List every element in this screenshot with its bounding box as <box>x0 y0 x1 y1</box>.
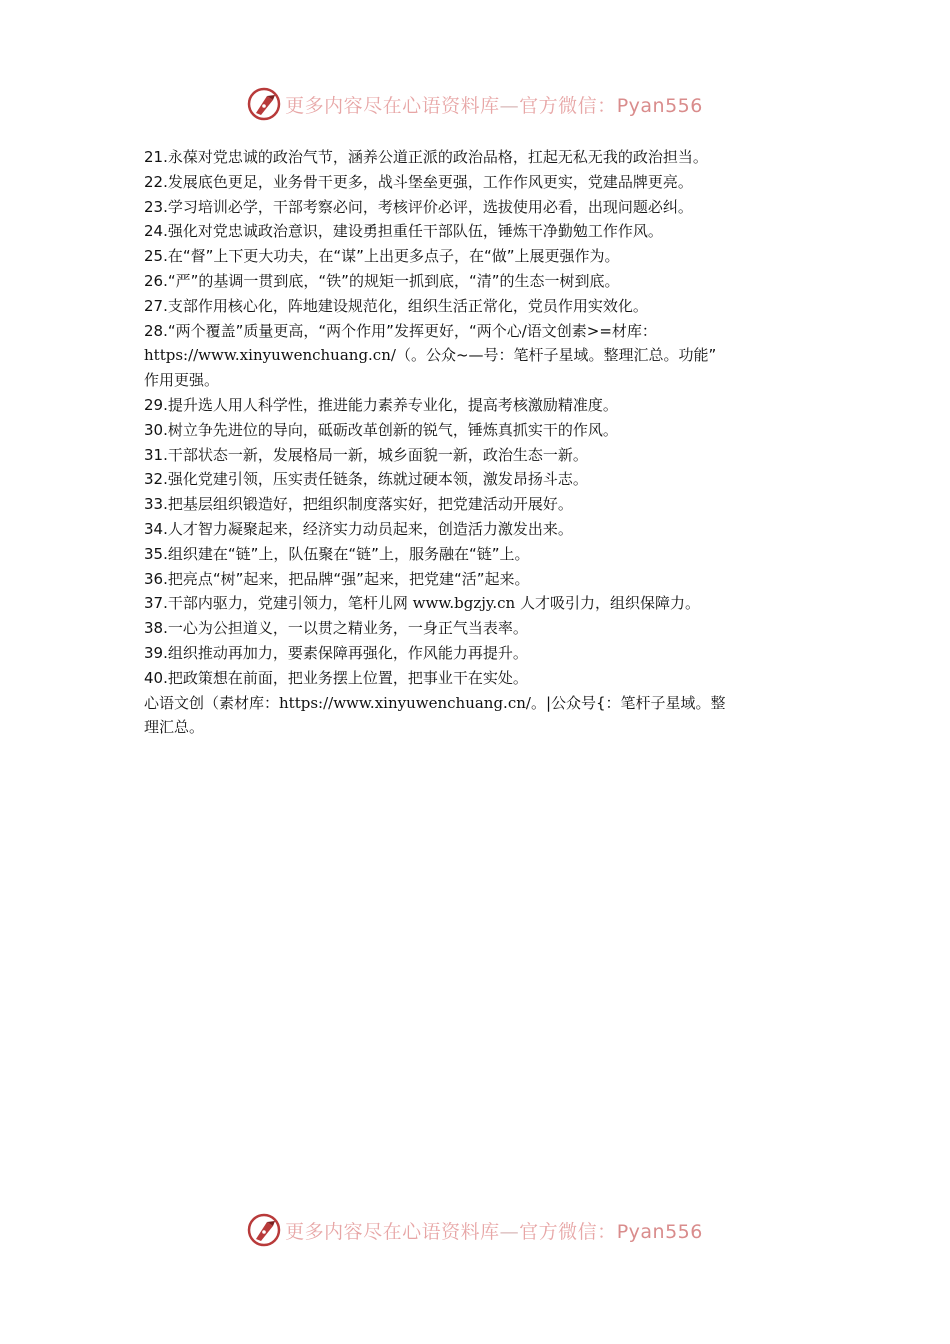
banner-text <box>285 91 703 118</box>
slogan-line: 27.支部作用核心化，阵地建设规范化，组织生活正常化，党员作用实效化。 <box>144 296 648 315</box>
slogan-line: 36.把亮点“树”起来，把品牌“强”起来，把党建“活”起来。 <box>144 569 530 588</box>
footer-banner <box>0 1210 950 1250</box>
banner-dash: — <box>499 94 520 117</box>
pen-nib-logo-icon <box>247 87 281 121</box>
banner-site-name: 更多内容尽在心语资料库 <box>285 1220 500 1243</box>
slogan-line: 29.提升选人用人科学性，推进能力素养专业化，提高考核激励精准度。 <box>144 395 618 414</box>
document-body <box>144 145 814 740</box>
slogan-line: 40.把政策想在前面，把业务摆上位置，把事业干在实处。 <box>144 668 528 687</box>
slogan-37-part2: 人才吸引力，组织保障力。 <box>520 594 701 613</box>
source-note <box>144 691 814 741</box>
banner-dash: — <box>499 1220 520 1243</box>
source-note-part1: 心语文创（素材库： <box>144 693 280 712</box>
slogan-28-part2: （。公众~—号：笔杆子星域。整理汇总。功能” <box>395 346 717 365</box>
slogan-37-part1: 37.干部内驱力，党建引领力，笔杆儿网 <box>144 594 408 613</box>
banner-text <box>285 1217 703 1244</box>
slogan-line: 30.树立争先进位的导向，砥砺改革创新的锐气，锤炼真抓实干的作风。 <box>144 420 618 439</box>
slogan-28-part3: 作用更强。 <box>144 371 220 390</box>
banner-wechat-label: 官方微信： <box>519 1220 617 1243</box>
banner-wechat-label: 官方微信： <box>519 94 617 117</box>
slogan-line: 26.“严”的基调一贯到底，“铁”的规矩一抓到底，“清”的生态一树到底。 <box>144 271 620 290</box>
slogan-line: 25.在“督”上下更大功夫，在“谋”上出更多点子，在“做”上展更强作为。 <box>144 247 620 266</box>
header-banner <box>0 84 950 124</box>
slogan-line: 35.组织建在“链”上，队伍聚在“链”上，服务融在“链”上。 <box>144 544 530 563</box>
slogan-line: 33.把基层组织锻造好，把组织制度落实好，把党建活动开展好。 <box>144 495 573 514</box>
slogan-line: 31.干部状态一新，发展格局一新，城乡面貌一新，政治生态一新。 <box>144 445 588 464</box>
slogan-line: 32.强化党建引领，压实责任链条，练就过硬本领，激发昂扬斗志。 <box>144 470 588 489</box>
slogan-line-37 <box>144 591 814 616</box>
slogan-line: 38.一心为公担道义，一以贯之精业务，一身正气当表率。 <box>144 619 528 638</box>
banner-wechat-id: Pyan556 <box>616 1220 703 1243</box>
source-note-part3: 理汇总。 <box>144 718 205 737</box>
banner-wechat-id: Pyan556 <box>616 94 703 117</box>
slogan-line: 24.强化对党忠诚政治意识，建设勇担重任干部队伍，锤炼干净勤勉工作作风。 <box>144 222 663 241</box>
source-note-url-link[interactable]: https://www.xinyuwenchuang.cn/ <box>279 693 531 712</box>
slogan-line-28 <box>144 319 814 393</box>
banner-site-name: 更多内容尽在心语资料库 <box>285 94 500 117</box>
slogan-line: 34.人才智力凝聚起来，经济实力动员起来，创造活力激发出来。 <box>144 519 573 538</box>
slogan-28-part1: 28.“两个覆盖”质量更高，“两个作用”发挥更好，“两个心/语文创素>=材库： <box>144 321 657 340</box>
source-url-link[interactable]: https://www.xinyuwenchuang.cn/ <box>144 346 396 365</box>
slogan-line: 39.组织推动再加力，要素保障再强化，作风能力再提升。 <box>144 643 528 662</box>
source-note-part2: 。|公众号{：笔杆子星域。整 <box>530 693 726 712</box>
slogan-line: 22.发展底色更足，业务骨干更多，战斗堡垒更强，工作作风更实，党建品牌更亮。 <box>144 172 693 191</box>
bgzjy-url-link[interactable]: www.bgzjy.cn <box>412 594 516 613</box>
slogan-line: 23.学习培训必学，干部考察必问，考核评价必评，选拔使用必看，出现问题必纠。 <box>144 197 693 216</box>
pen-nib-logo-icon <box>247 1213 281 1247</box>
slogan-line: 21.永葆对党忠诚的政治气节，涵养公道正派的政治品格，扛起无私无我的政治担当。 <box>144 148 708 166</box>
